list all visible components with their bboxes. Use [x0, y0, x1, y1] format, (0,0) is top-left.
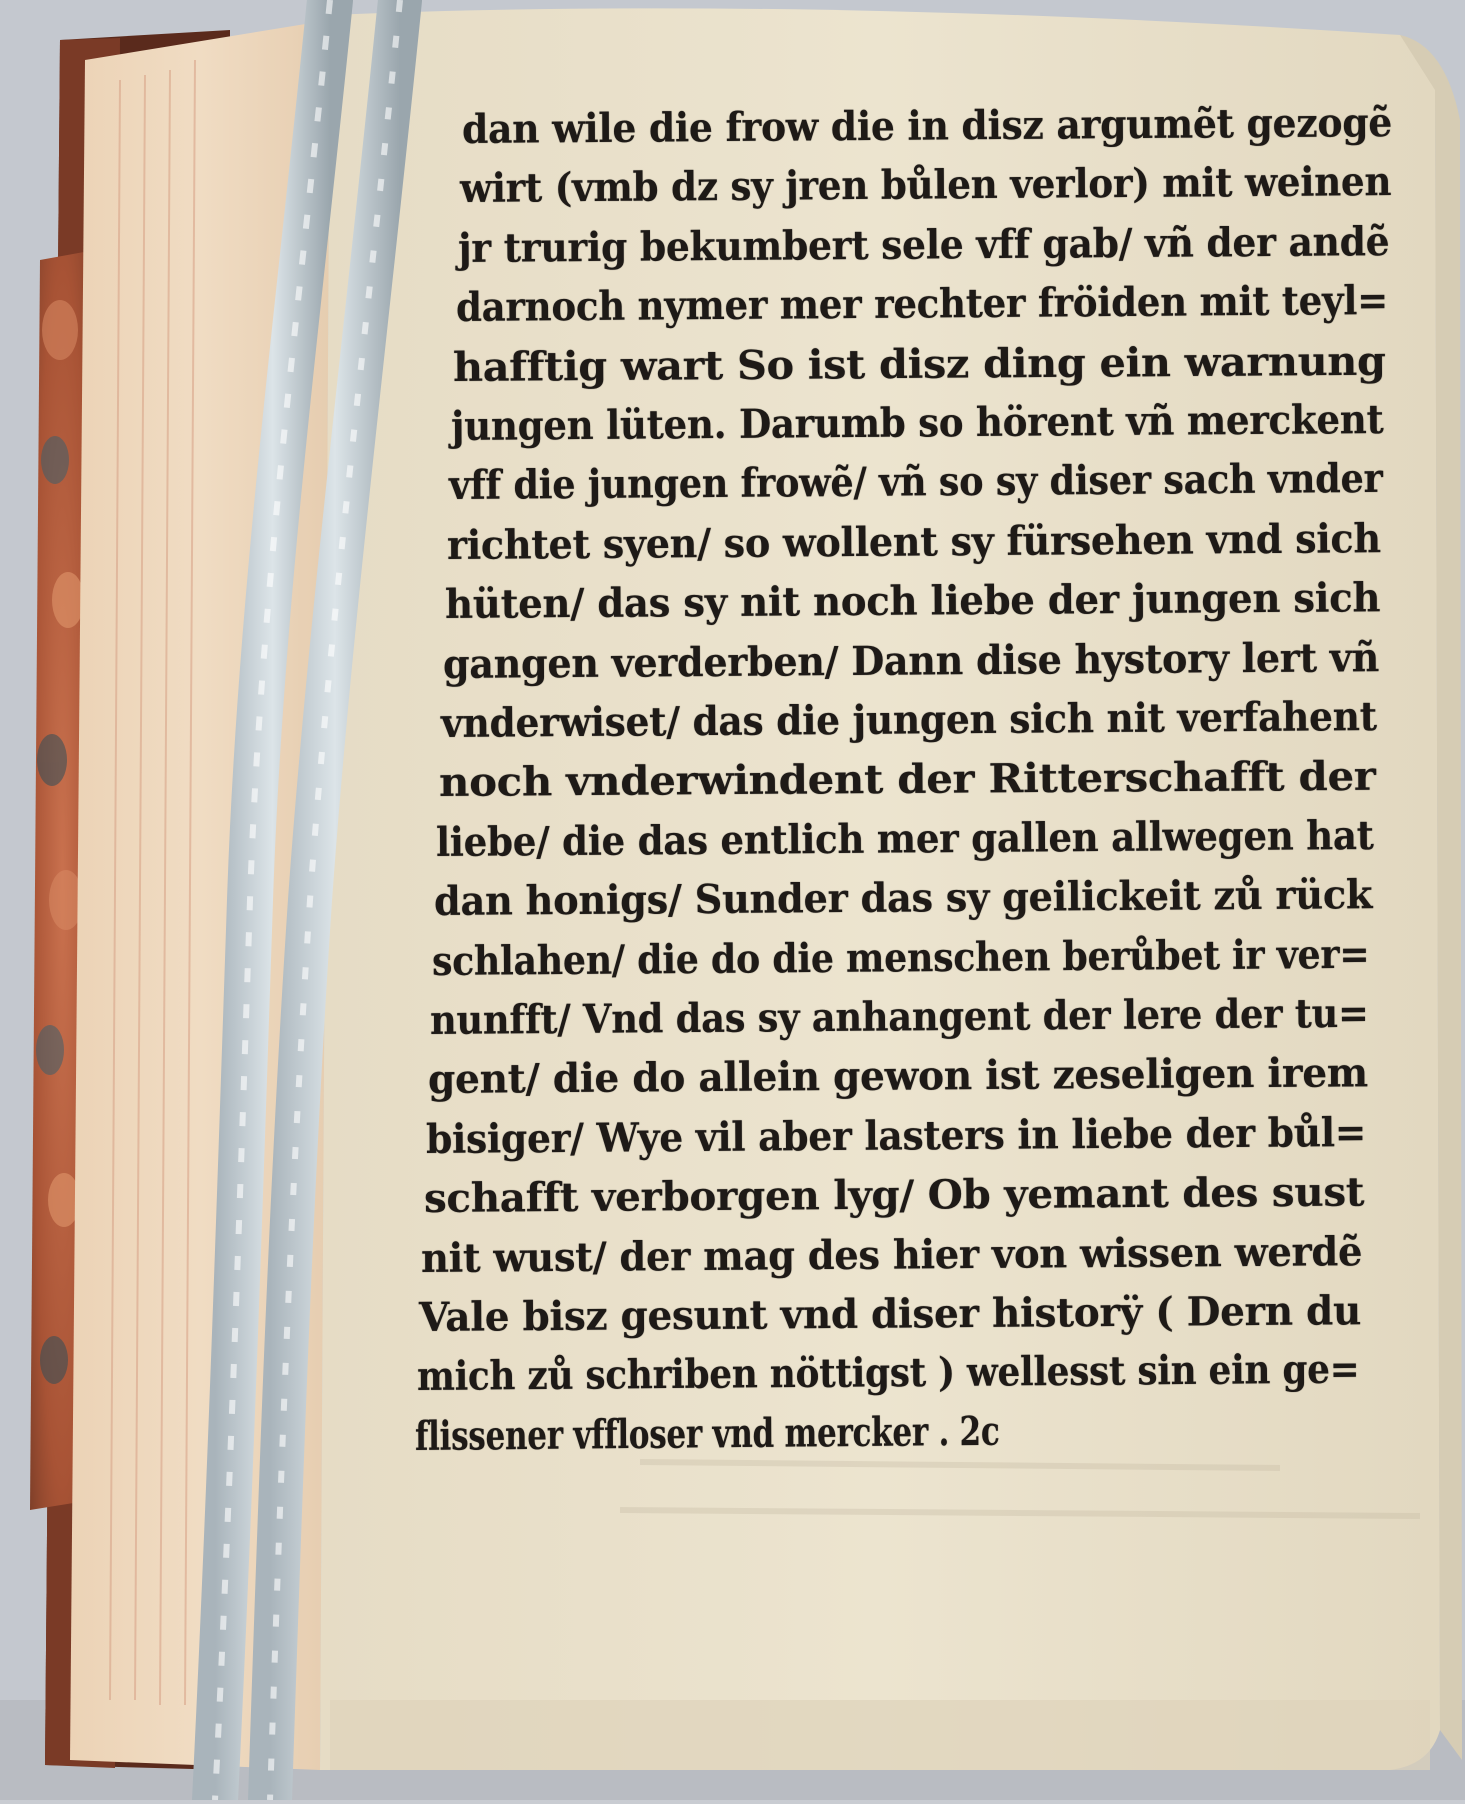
text-line-14: dan honigs/ Sunder das sy geilickeit zů rück — [434, 871, 1373, 926]
book-page — [320, 8, 1440, 1770]
text-line-11: vnderwiset/ das die jungen sich nit verfahent — [440, 693, 1377, 747]
text-line-9: hüten/ das sy nit noch liebe der jungen sich — [444, 574, 1381, 629]
text-line-3: jr trurig bekumbert sele vff gab/ vñ der andẽ — [457, 217, 1390, 272]
text-line-8: richtet syen/ so wollent sy fürsehen vnd sich — [446, 514, 1381, 569]
text-line-22: mich zů schriben nöttigst ) wellesst sin ein ge= — [416, 1346, 1360, 1401]
text-line-5: hafftig wart So ist disz ding ein warnung — [453, 337, 1387, 391]
text-line-6: jungen lüten. Darumb so hörent vñ merckent — [451, 395, 1384, 450]
text-line-1: dan wile die frow die in disz argumẽt gezogẽ — [461, 99, 1393, 153]
text-line-21: Vale bisz gesunt vnd diser historÿ ( Dern du — [419, 1287, 1362, 1341]
text-line-4: darnoch nymer mer rechter fröiden mit teyl= — [455, 277, 1388, 332]
text-line-7: vff die jungen frowẽ/ vñ so sy diser sach vnder — [449, 455, 1383, 510]
text-line-12: noch vnderwindent der Ritterschafft der — [438, 753, 1376, 807]
text-line-2: wirt (vmb dz sy jren bůlen verlor) mit weinen — [459, 158, 1392, 213]
text-line-18: bisiger/ Wye vil aber lasters in liebe der bůl= — [425, 1108, 1366, 1163]
text-line-19: schafft verborgen lyg/ Ob yemant des sust — [423, 1168, 1364, 1223]
text-line-23: flissener vffloser vnd mercker . 2c — [414, 1407, 1000, 1460]
text-line-20: nit wust/ der mag des hier von wissen werdẽ — [421, 1227, 1363, 1282]
text-line-10: gangen verderben/ Dann dise hystory lert vñ — [442, 633, 1379, 688]
text-line-17: gent/ die do allein gewon ist zeseligen irem — [427, 1049, 1368, 1104]
text-line-16: nunfft/ Vnd das sy anhangent der lere der tu= — [429, 989, 1369, 1044]
text-line-15: schlahen/ die do die menschen berůbet ir ver= — [431, 930, 1370, 985]
text-line-13: liebe/ die das entlich mer gallen allwegen hat — [436, 811, 1375, 866]
